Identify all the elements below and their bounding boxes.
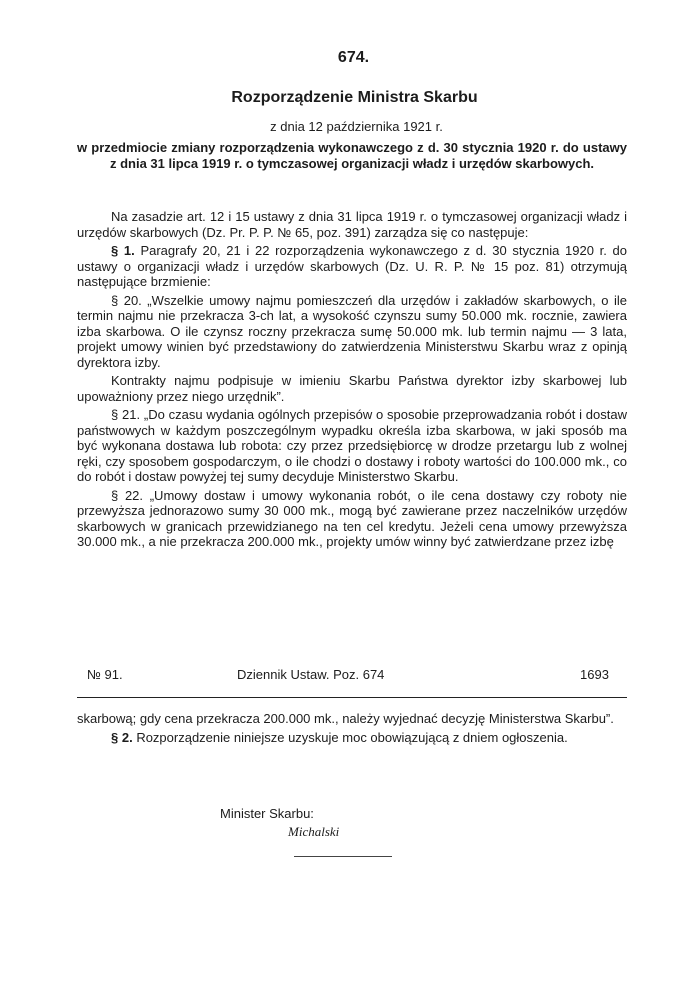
- section-1-paragraph: [77, 243, 627, 290]
- page-number: 1693: [580, 667, 609, 682]
- regulation-subject: w przedmiocie zmiany rozporządzenia wykonawczego z d. 30 stycznia 1920 r. do ustawy z dnia 31 lipca 1919 r. o tymczasowej organizacji władz i urzędów skarbowych.: [77, 140, 627, 171]
- signatory-name: Michalski: [288, 824, 340, 839]
- section-20-paragraph: § 20. „Wszelkie umowy najmu pomieszczeń dla urzędów i zakładów skarbowych, o ile termin najmu nie przekracza 3-ch lat, a wysokość czynszu sumy 50.000 mk. rocznie, zawiera izba skarbowa. O ile czynsz roczny przekracza sumę 50.000 mk. lub termin najmu — 3 lata, projekt umowy winien być przedstawiony do zatwierdzenia Ministerstwu Skarbu wraz z opinją dyrektora izby.: [77, 292, 627, 370]
- section-2-paragraph: [77, 730, 627, 746]
- section-1-text: Paragrafy 20, 21 i 22 rozporządzenia wykonawczego z d. 30 stycznia 1920 r. do ustawy o organizacji władz i urzędów skarbowych (Dz. U. R. P. № 15 poz. 81) otrzymują następujące brzmienie:: [77, 243, 627, 289]
- regulation-title: Rozporządzenie Ministra Skarbu: [231, 89, 478, 106]
- section-1-label: § 1.: [111, 243, 135, 258]
- section-2-label: § 2.: [111, 729, 133, 745]
- closing-rule: [294, 856, 392, 857]
- continuation-body: [77, 711, 627, 748]
- position-number: 674.: [337, 49, 370, 66]
- regulation-date: z dnia 12 października 1921 r.: [270, 119, 443, 134]
- section-21-paragraph: § 21. „Do czasu wydania ogólnych przepisów o sposobie przeprowadzania robót i dostaw państwowych w każdym poszczególnym wypadku określa izba skarbowa, w jaki sposób ma być wykonana dostawa lub robota: czy przez przedsiębiorcę w drodze przetargu lub z wolnej ręki, czy sposobem gospodarczym, o ile chodzi o dostawy i roboty wartości do 100.000 mk., co do robót i dostaw powyżej tej sumy decyduje Ministerstwo Skarbu.: [77, 407, 627, 484]
- section-2-text: Rozporządzenie niniejsze uzyskuje moc obowiązującą z dniem ogłoszenia.: [136, 729, 568, 745]
- section-20-continuation: Kontrakty najmu podpisuje w imieniu Skarbu Państwa dyrektor izby skarbowej lub upoważniony przez niego urzędnik”.: [77, 373, 627, 404]
- regulation-body: [77, 209, 627, 553]
- header-divider: [77, 697, 627, 698]
- preamble-paragraph: Na zasadzie art. 12 i 15 ustawy z dnia 31 lipca 1919 r. o tymczasowej organizacji władz i urzędów skarbowych (Dz. Pr. P. P. № 65, poz. 391) zarządza się co następuje:: [77, 209, 627, 240]
- section-22-paragraph: § 22. „Umowy dostaw i umowy wykonania robót, o ile cena dostawy czy roboty nie przewyższa jednorazowo sumy 30 000 mk., mogą być zawierane przez naczelników urzędów skarbowych w granicach przewidzianego na ten cel kredytu. Jeżeli cena umowy przewyższa 30.000 mk., a nie przekracza 200.000 mk., projekty umów winny być zatwierdzane przez izbę: [77, 487, 627, 549]
- page-header: [77, 667, 627, 685]
- issue-number: № 91.: [87, 667, 123, 682]
- section-22-continuation: skarbową; gdy cena przekracza 200.000 mk., należy wyjednać decyzję Ministerstwa Skarbu”.: [77, 711, 614, 726]
- signatory-role: Minister Skarbu:: [220, 806, 314, 821]
- journal-reference: Dziennik Ustaw. Poz. 674: [237, 667, 385, 682]
